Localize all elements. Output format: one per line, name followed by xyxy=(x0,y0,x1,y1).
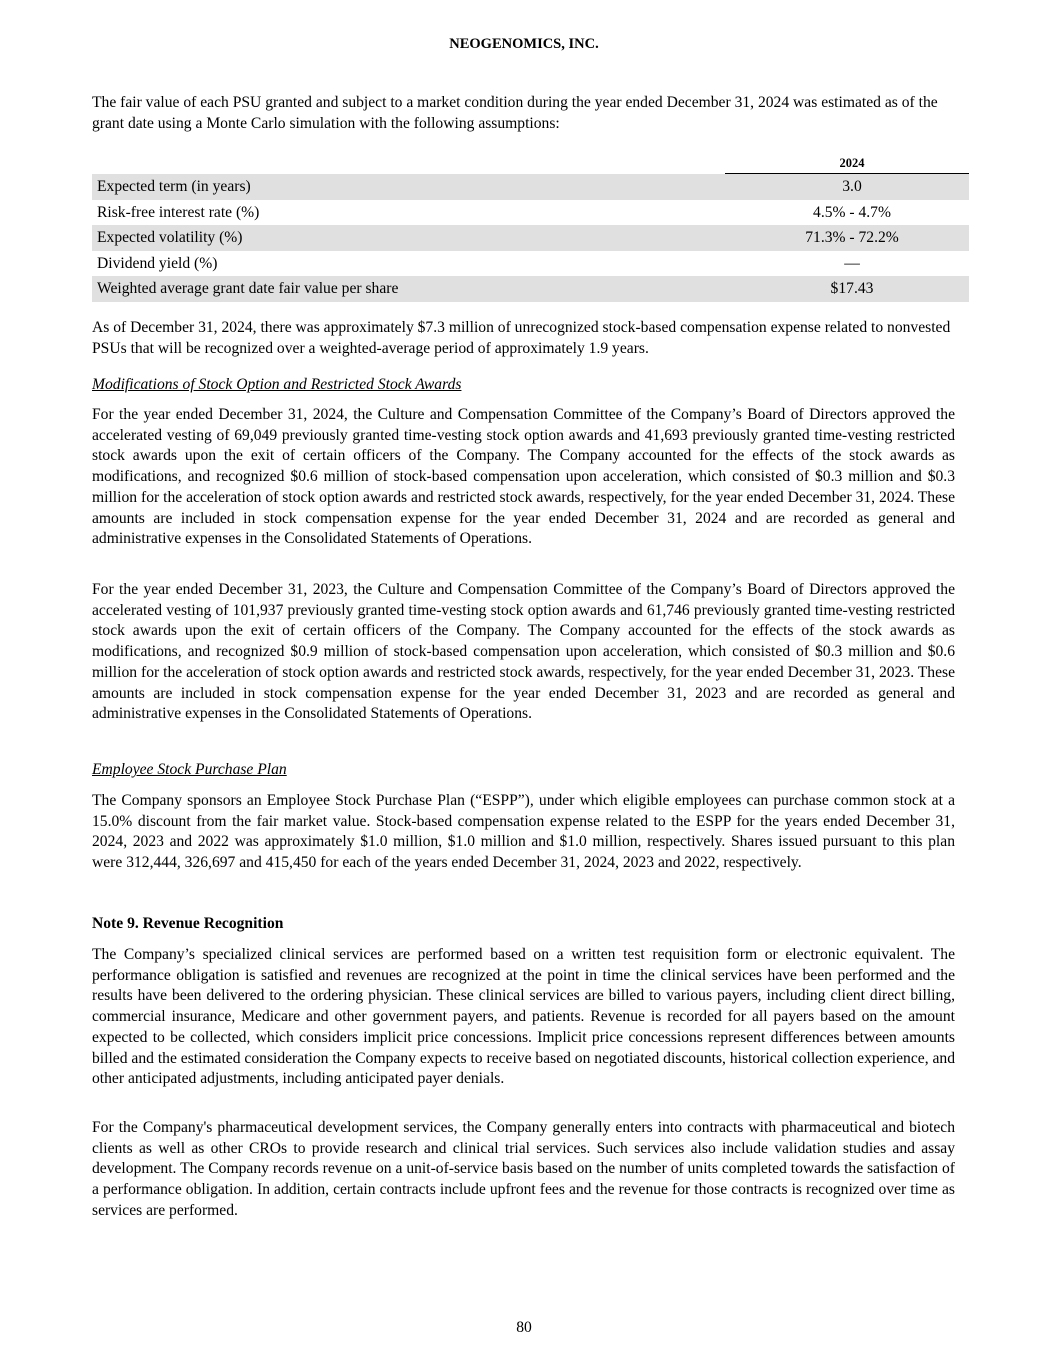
row-label: Dividend yield (%) xyxy=(97,254,218,272)
espp-heading: Employee Stock Purchase Plan xyxy=(92,761,287,778)
row-label: Weighted average grant date fair value per share xyxy=(92,276,725,302)
company-header: NEOGENOMICS, INC. xyxy=(449,36,599,52)
page-number: 80 xyxy=(516,1319,532,1336)
modifications-2023-paragraph: For the year ended December 31, 2023, the Culture and Compensation Committee of the Company’s Board of Directors approved the accelerated vesting of 101,937 previously granted time-vesting stock option awards and 61,746 previously granted time-vesting restricted stock awards upon the exit of certain officers of the Company. The Company accounted for the effects of the stock awards as modifications, and recognized $0.9 million of stock-based compensation upon acceleration, which consisted of $0.3 million and $0.6 million for the acceleration of stock option awards and restricted stock awards, respectively, for the year ended December 31, 2023. These amounts are included in stock compensation expense for the year ended December 31, 2023 and are recorded as general and administrative expenses in the Consolidated Statements of Operations. xyxy=(92,581,955,723)
row-value: — xyxy=(844,254,860,272)
psu-unrecognized-paragraph: As of December 31, 2024, there was approximately $7.3 million of unrecognized stock-based compensation expense related to nonvested PSUs that will be recognized over a weighted-average period of approximately 1.9 years. xyxy=(92,319,951,357)
row-value: $17.43 xyxy=(725,276,969,302)
row-label: Expected volatility (%) xyxy=(92,225,725,251)
row-value: 3.0 xyxy=(725,174,969,200)
espp-paragraph: The Company sponsors an Employee Stock Purchase Plan (“ESPP”), under which eligible employees can purchase common stock at a 15.0% discount from the fair market value. Stock-based compensation expense related to the ESPP for the years ended December 31, 2024, 2023 and 2022 was approximately $1.0 million, $1.0 million and $1.0 million, respectively. Shares issued pursuant to this plan were 312,444, 326,697 and 415,450 for each of the years ended December 31, 2024, 2023 and 2022, respectively. xyxy=(92,792,955,872)
intro-paragraph: The fair value of each PSU granted and subject to a market condition during the year ended December 31, 2024 was estimated as of the grant date using a Monte Carlo simulation with the following assumptions: xyxy=(92,94,938,132)
table-row xyxy=(92,200,969,226)
modifications-2024-paragraph: For the year ended December 31, 2024, the Culture and Compensation Committee of the Company’s Board of Directors approved the accelerated vesting of 69,049 previously granted time-vesting stock option awards and 41,693 previously granted time-vesting restricted stock awards upon the exit of certain officers of the Company. The Company accounted for the effects of the stock awards as modifications, and recognized $0.6 million of stock-based compensation upon acceleration, which consisted of $0.3 million and $0.3 million for the acceleration of stock option awards and restricted stock awards, respectively, for the year ended December 31, 2024. These amounts are included in stock compensation expense for the year ended December 31, 2024 and are recorded as general and administrative expenses in the Consolidated Statements of Operations. xyxy=(92,406,955,548)
modifications-heading: Modifications of Stock Option and Restricted Stock Awards xyxy=(92,376,462,393)
note9-title: Note 9. Revenue Recognition xyxy=(92,915,284,932)
row-value: 4.5% - 4.7% xyxy=(813,203,891,221)
table-row xyxy=(92,276,969,302)
row-value: 71.3% - 72.2% xyxy=(725,225,969,251)
year-header: 2024 xyxy=(725,154,969,174)
assumptions-table xyxy=(92,154,969,302)
table-header-label xyxy=(92,154,725,174)
table-row xyxy=(92,225,969,251)
table-header-row xyxy=(92,154,969,174)
revenue-pharma-paragraph: For the Company's pharmaceutical development services, the Company generally enters into contracts with pharmaceutical and biotech clients as well as other CROs to provide research and clinical trial services. Such services also include validation studies and assay development. The Company records revenue on a unit-of-service basis based on the number of units completed towards the satisfaction of a performance obligation. In addition, certain contracts include upfront fees and the revenue for those contracts is recognized over time as services are performed. xyxy=(92,1119,955,1219)
table-row xyxy=(92,174,969,200)
revenue-clinical-paragraph: The Company’s specialized clinical services are performed based on a written test requisition form or electronic equivalent. The performance obligation is satisfied and revenues are recognized at the point in time the clinical services have been performed and the results have been delivered to the ordering physician. These clinical services are billed to various payers, including client direct billing, commercial insurance, Medicare and other government payers, and patients. Revenue is recorded for all payers based on the amount expected to be collected, which considers implicit price concessions. Implicit price concessions represent differences between amounts billed and the estimated consideration the Company expects to receive based on negotiated discounts, historical collection experience, and other anticipated adjustments, including anticipated payer denials. xyxy=(92,946,956,1088)
row-label: Risk-free interest rate (%) xyxy=(97,203,260,221)
table-row xyxy=(92,251,969,277)
row-label: Expected term (in years) xyxy=(92,174,725,200)
